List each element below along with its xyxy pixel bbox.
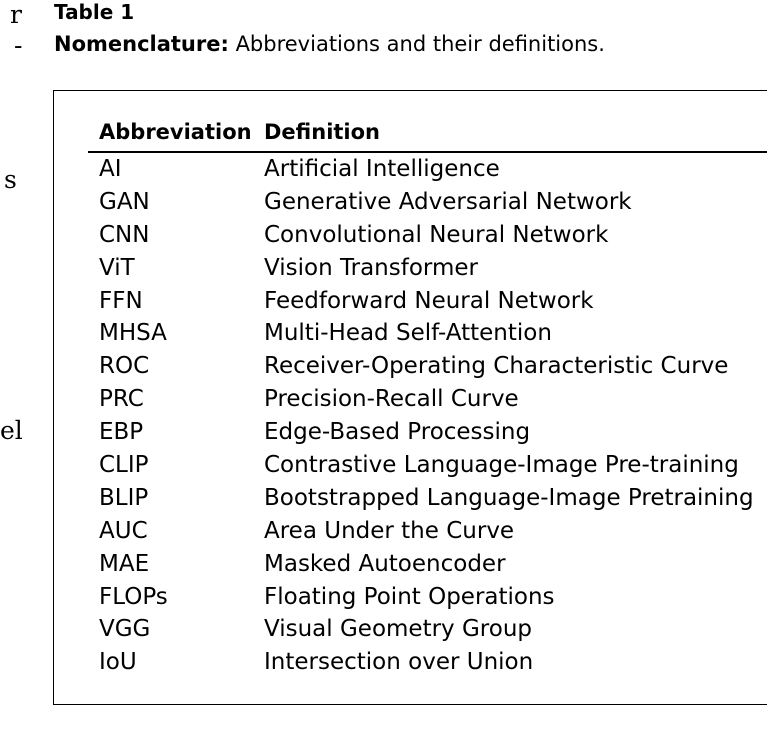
definition-cell: Artificial Intelligence (264, 156, 500, 182)
table-row (0, 646, 767, 679)
table-row (0, 416, 767, 449)
abbreviation-cell: VGG (99, 616, 151, 643)
definition-cell: Bootstrapped Language-Image Pretraining (264, 484, 754, 511)
abbreviation-cell: IoU (99, 649, 137, 676)
abbreviation-cell: PRC (99, 386, 144, 413)
definition-cell: Area Under the Curve (264, 517, 515, 544)
table-caption (54, 30, 605, 58)
abbreviation-cell: EBP (99, 419, 144, 446)
table-row (0, 482, 767, 515)
table-row (0, 219, 767, 252)
table-row (0, 548, 767, 581)
abbreviation-cell: CNN (99, 221, 150, 248)
definition-cell: Visual Geometry Group (264, 616, 532, 643)
table-body (0, 153, 767, 679)
margin-fragment: r (10, 0, 22, 29)
caption-title-bold: Nomenclature: (54, 32, 229, 56)
definition-cell: Receiver-Operating Characteristic Curve (264, 353, 729, 380)
margin-fragment: s (4, 165, 17, 194)
definition-cell: Generative Adversarial Network (264, 188, 632, 215)
definition-cell: Vision Transformer (264, 254, 478, 281)
definition-cell: Edge-Based Processing (264, 419, 531, 446)
definition-cell: Masked Autoencoder (264, 550, 506, 577)
table-row (0, 449, 767, 482)
abbreviation-cell: AI (99, 156, 122, 182)
abbreviation-cell: GAN (99, 188, 150, 215)
definition-cell: Convolutional Neural Network (264, 221, 609, 248)
table-row (0, 252, 767, 285)
abbreviation-cell: BLIP (99, 484, 149, 511)
margin-fragment: - (14, 31, 23, 60)
definition-cell: Precision-Recall Curve (264, 386, 519, 413)
abbreviation-cell: MAE (99, 550, 150, 577)
abbreviation-cell: CLIP (99, 452, 149, 479)
table-row (0, 350, 767, 383)
definition-cell: Intersection over Union (264, 649, 534, 676)
table-row (0, 581, 767, 614)
table-row (0, 186, 767, 219)
table-row (0, 285, 767, 318)
abbreviation-cell: ViT (99, 254, 135, 281)
column-header-definition: Definition (264, 120, 381, 144)
table-row (0, 153, 767, 186)
abbreviation-cell: AUC (99, 517, 148, 544)
table-label: Table 1 (54, 0, 135, 24)
caption-title-text: Abbreviations and their definitions. (228, 32, 605, 56)
definition-cell: Feedforward Neural Network (264, 287, 594, 314)
definition-cell: Multi-Head Self-Attention (264, 320, 552, 347)
table-row (0, 317, 767, 350)
abbreviation-cell: FLOPs (99, 583, 168, 610)
table-row (0, 613, 767, 646)
table-row (0, 383, 767, 416)
abbreviation-cell: FFN (99, 287, 143, 314)
margin-fragment: el (0, 416, 23, 445)
definition-cell: Contrastive Language-Image Pre-training (264, 452, 739, 479)
table-row (0, 515, 767, 548)
abbreviation-cell: ROC (99, 353, 150, 380)
abbreviation-cell: MHSA (99, 320, 167, 347)
column-header-abbreviation: Abbreviation (99, 120, 252, 144)
definition-cell: Floating Point Operations (264, 583, 555, 610)
